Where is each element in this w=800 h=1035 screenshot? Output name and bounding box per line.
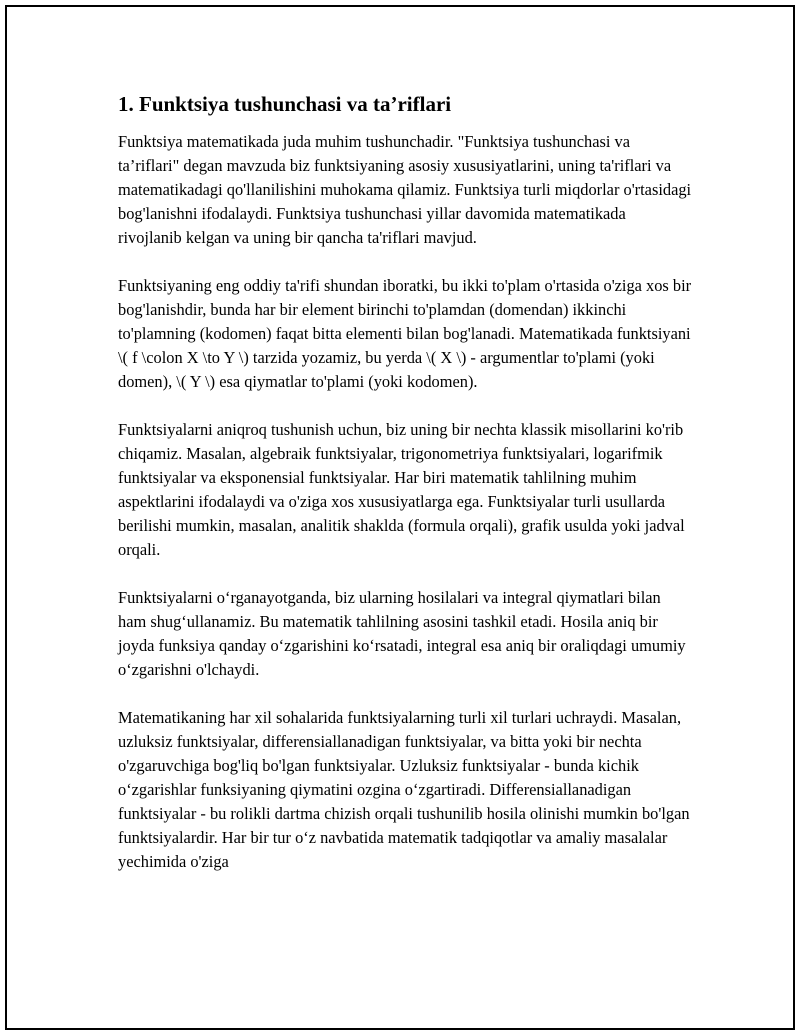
paragraph-4: Funktsiyalarni o‘rganayotganda, biz ularning hosilalari va integral qiymatlari bilan ham shug‘ullanamiz. Bu matematik tahlilning asosini tashkil etadi. Hosila aniq bir joyda funksiya qanday o‘zgarishini ko‘rsatadi, integral esa aniq bir oraliqdagi umumiy o‘zgarishni o'lchaydi.	[118, 588, 686, 679]
document-body	[112, 90, 692, 898]
section-heading: 1. Funktsiya tushunchasi va ta’riflari	[118, 92, 452, 116]
paragraph-2: Funktsiyaning eng oddiy ta'rifi shundan iboratki, bu ikki to'plam o'rtasida o'ziga xos bir bog'lanishdir, bunda har bir element birinchi to'plamdan (domendan) ikkinchi to'plamning (kodomen) faqat bitta elementi bilan bog'lanadi. Matematikada funktsiyani \( f \colon X \to Y \) tarzida yozamiz, bu yerda \( X \) - argumentlar to'plami (yoki domen), \( Y \) esa qiymatlar to'plami (yoki kodomen).	[118, 276, 692, 391]
paragraph-3: Funktsiyalarni aniqroq tushunish uchun, biz uning bir nechta klassik misollarini ko'rib chiqamiz. Masalan, algebraik funktsiyalar, trigonometriya funktsiyalari, logarifmik funktsiyalar va eksponensial funktsiyalar. Har biri matematik tahlilning muhim aspektlarini ifodalaydi va o'ziga xos xususiyatlarga ega. Funktsiyalar turli usullarda berilishi mumkin, masalan, analitik shaklda (formula orqali), grafik usulda yoki jadval orqali.	[118, 420, 685, 559]
paragraph-1: Funktsiya matematikada juda muhim tushunchadir. "Funktsiya tushunchasi va ta’riflari" degan mavzuda biz funktsiyaning asosiy xususiyatlarini, uning ta'riflari va matematikadagi qo'llanilishini muhokama qilamiz. Funktsiya turli miqdorlar o'rtasidagi bog'lanishni ifodalaydi. Funktsiya tushunchasi yillar davomida matematikada rivojlanib kelgan va uning bir qancha ta'riflari mavjud.	[118, 132, 692, 247]
paragraph-5: Matematikaning har xil sohalarida funktsiyalarning turli xil turlari uchraydi. Masalan, uzluksiz funktsiyalar, differensiallanadigan funktsiyalar, va bitta yoki bir nechta o'zgaruvchiga bog'liq bo'lgan funktsiyalar. Uzluksiz funktsiyalar - bunda kichik o‘zgarishlar funksiyaning qiymatini ozgina o‘zgartiradi. Differensiallanadigan funktsiyalar - bu rolikli dartma chizish orqali tushunilib hosila olinishi mumkin bo'lgan funktsiyalardir. Har bir tur o‘z navbatida matematik tadqiqotlar va amaliy masalalar yechimida o'ziga	[118, 708, 690, 871]
